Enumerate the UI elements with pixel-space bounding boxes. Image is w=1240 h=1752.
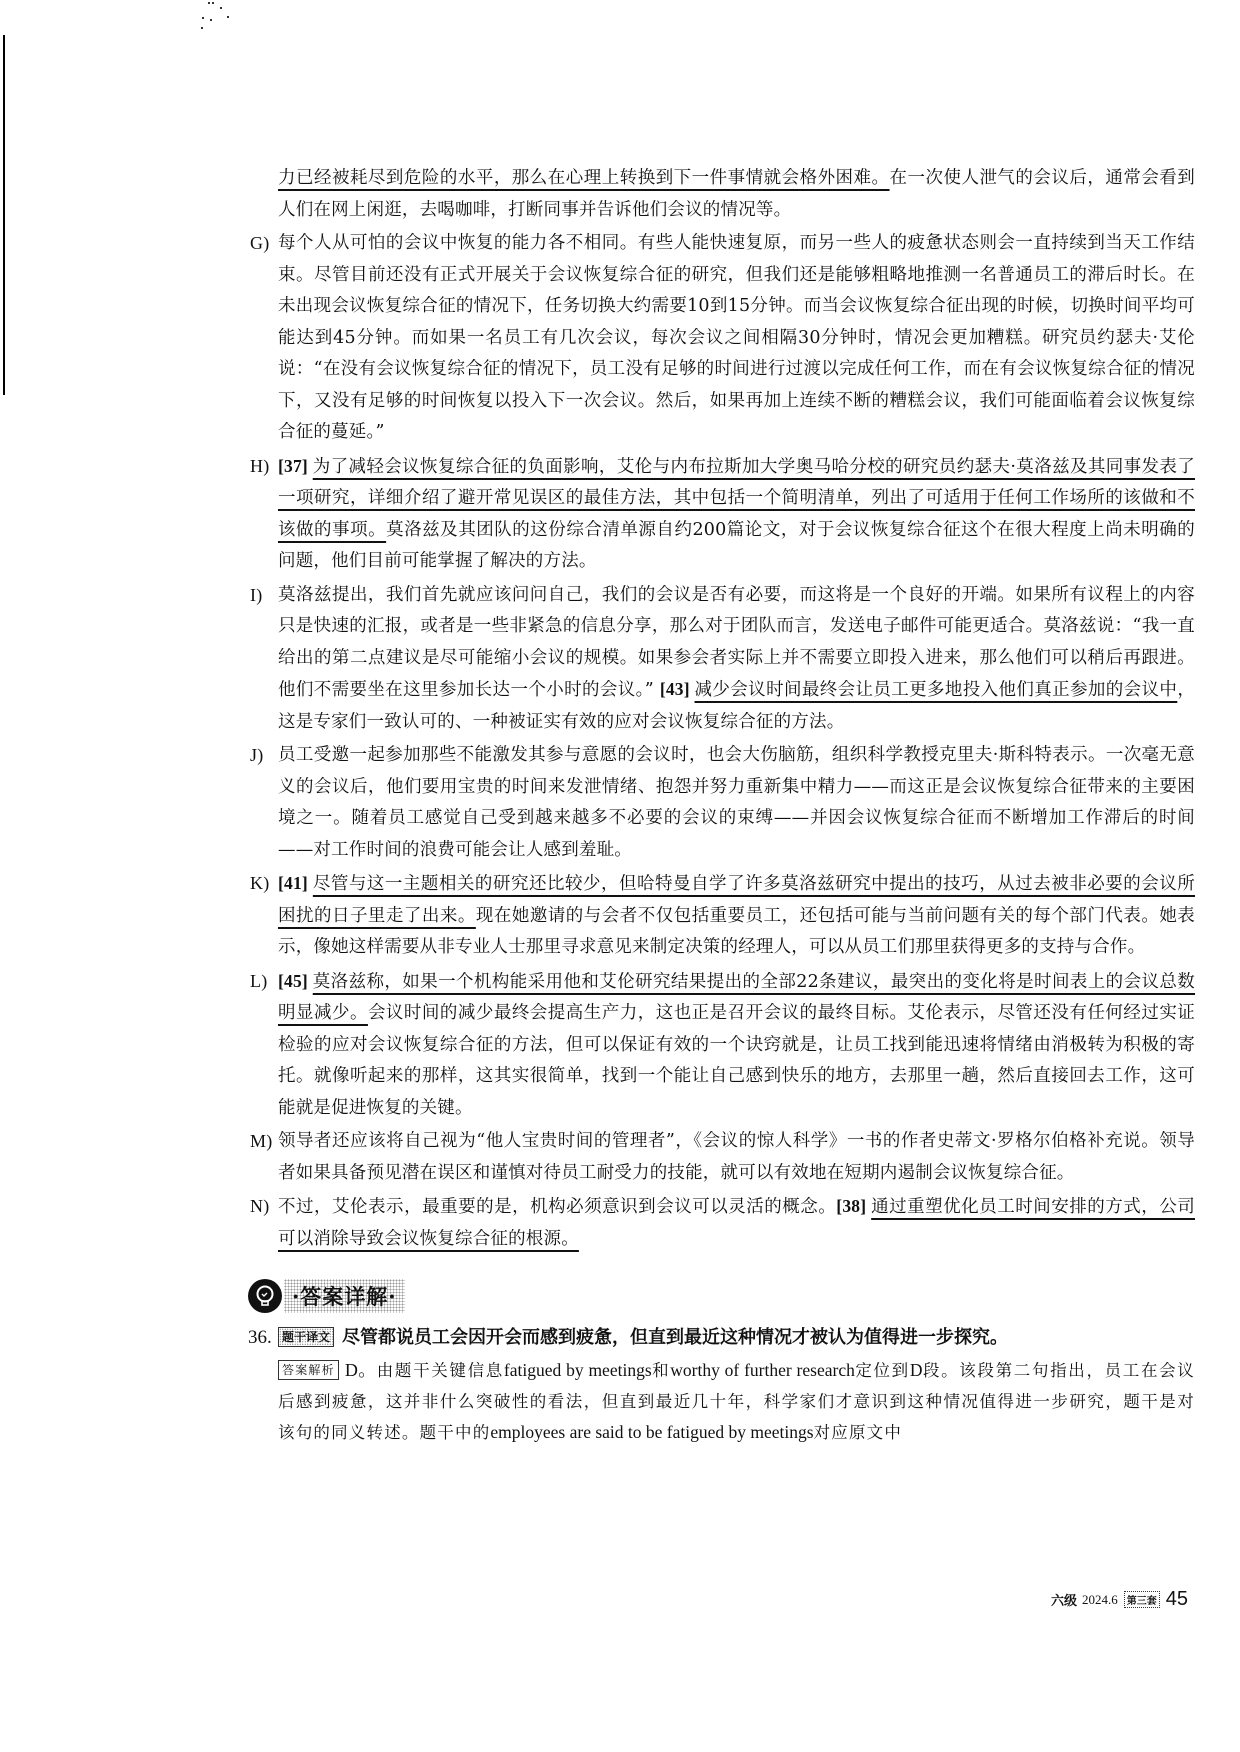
paragraph-text: 领导者还应该将自己视为“他人宝贵时间的管理者”，《会议的惊人科学》一书的作者史蒂文·罗格尔伯格补充说。领导者如果具备预见潜在误区和谨慎对待员工耐受力的技能，就可以有效地在短期内遏制会议恢复综合征。	[278, 1131, 1195, 1183]
analysis-english-keyword: employees are said to be fatigued by meetings	[490, 1422, 814, 1442]
paragraph-letter: L)	[250, 970, 268, 991]
paragraph-text: 会议时间的减少最终会提高生产力，这也正是召开会议的最终目标。艾伦表示，尽管还没有任何经过实证检验的应对会议恢复综合征的方法，但可以保证有效的一个诀窍就是，让员工找到能迅速将情绪由消极转为积极的寄托。就像听起来的那样，这其实很简单，找到一个能让自己感到快乐的地方，去那里一趟，然后直接回去工作，这可能就是促进恢复的关键。	[278, 1003, 1196, 1118]
paragraph-letter: I)	[250, 584, 263, 605]
question-marker: [37]	[278, 455, 313, 476]
question-marker: [38]	[836, 1196, 872, 1216]
question-translation-text: 尽管都说员工会因开会而感到疲惫，但直到最近这种情况才被认为值得进一步探究。	[342, 1327, 1009, 1348]
paragraph-text: 莫洛兹及其团队的这份综合清单源自约200篇论文，对于会议恢复综合征这个在很大程度上尚未明确的问题，他们目前可能掌握了解决的方法。	[278, 519, 1195, 571]
underlined-evidence: 减少会议时间最终会让员工更多地投入他们真正参加的会议中	[694, 680, 1178, 700]
translation-tag: 题干译文	[278, 1327, 334, 1347]
paragraph-l	[230, 966, 1195, 1125]
analysis-english-keyword: D	[909, 1360, 923, 1380]
footer-exam-date: 2024.6	[1082, 1591, 1118, 1607]
passage-paragraphs	[230, 163, 1195, 1255]
paragraph-letter: H)	[250, 455, 270, 476]
analysis-text-segment: 和	[651, 1361, 671, 1380]
footer-exam-level: 六级	[1050, 1593, 1077, 1608]
analysis-text-segment: 由题干关键信息	[376, 1361, 504, 1380]
paragraph-letter: N)	[250, 1196, 270, 1216]
analysis-english-keyword: worthy of further research	[670, 1360, 855, 1380]
question-36-translation	[230, 1321, 1195, 1355]
paragraph-letter: J)	[250, 745, 264, 765]
underlined-evidence: 通过重塑优化员工时间安排的方式，公司可以消除导致会议恢复综合征的根源。	[278, 1197, 1195, 1249]
paragraph-text: 在一次使人泄气的会议后，通常会看到人们在网上闲逛，去喝咖啡，打断同事并告诉他们会议的情况等。	[278, 168, 1195, 220]
question-marker: [43]	[659, 679, 695, 699]
page-number: 45	[1165, 1588, 1188, 1610]
paragraph-g	[230, 228, 1195, 449]
paragraph-continued	[230, 163, 1195, 226]
paragraph-m	[230, 1126, 1195, 1189]
footer-exam-set: 第三套	[1124, 1591, 1160, 1608]
underlined-evidence: 为了减轻会议恢复综合征的负面影响，艾伦与内布拉斯加大学奥马哈分校的研究员约瑟夫·莫洛兹及其同事发表了一项研究，详细介绍了避开常见误区的最佳方法，其中包括一个简明清单，列出了可适用于任何工作场所的该做和不该做的事项。	[278, 456, 1195, 540]
analysis-text-segment: 对应原文中	[813, 1423, 903, 1442]
paragraph-k	[230, 868, 1195, 964]
question-36-analysis	[230, 1355, 1195, 1448]
answer-section-title: ·答案详解·	[284, 1279, 405, 1313]
answer-letter: D。	[344, 1360, 377, 1380]
document-page	[230, 163, 1195, 1448]
lightbulb-icon	[248, 1279, 282, 1313]
analysis-tag: 答案解析	[278, 1360, 339, 1380]
paragraph-i	[230, 580, 1195, 739]
page-footer	[1051, 1588, 1188, 1611]
underlined-evidence: 莫洛兹称，如果一个机构能采用他和艾伦研究结果提出的全部22条建议，最突出的变化将是时间表上的会议总数明显减少。	[278, 971, 1196, 1023]
underlined-evidence: 力已经被耗尽到危险的水平，那么在心理上转换到下一件事情就会格外困难。	[278, 168, 890, 188]
paragraph-h	[230, 451, 1195, 578]
paragraph-letter: G)	[250, 233, 270, 253]
paragraph-letter: K)	[250, 873, 270, 893]
analysis-text-segment: 定位到	[854, 1361, 910, 1380]
analysis-text-segment: 段。该段第二句指出，员工在会议后感到疲惫，这并非什么突破性的看法，但直到最近几十年，科学家们才意识到这种情况值得进一步研究，题干是对该句的同义转述。题干中的	[278, 1361, 1195, 1442]
paragraph-text: ，这是专家们一致认可的、一种被证实有效的应对会议恢复综合征的方法。	[278, 680, 1196, 732]
paragraph-text: 现在她邀请的与会者不仅包括重要员工，还包括可能与当前问题有关的每个部门代表。她表示，像她这样需要从非专业人士那里寻求意见来制定决策的经理人，可以从员工们那里获得更多的支持与合作。	[278, 905, 1196, 957]
answer-section-header	[248, 1273, 1195, 1319]
paragraph-n	[230, 1191, 1195, 1255]
analysis-text	[278, 1361, 1195, 1442]
paragraph-text: 每个人从可怕的会议中恢复的能力各不相同。有些人能快速复原，而另一些人的疲惫状态则会一直持续到当天工作结束。尽管目前还没有正式开展关于会议恢复综合征的研究，但我们还是能够粗略地推测一名普通员工的滞后时长。在未出现会议恢复综合征的情况下，任务切换大约需要10到15分钟。而当会议恢复综合征出现的时候，切换时间平均可能达到45分钟。而如果一名员工有几次会议，每次会议之间相隔30分钟时，情况会更加糟糕。研究员约瑟夫·艾伦说：“在没有会议恢复综合征的情况下，员工没有足够的时间进行过渡以完成任何工作，而在有会议恢复综合征的情况下，又没有足够的时间恢复以投入下一次会议。然后，如果再加上连续不断的糟糕会议，我们可能面临着会议恢复综合征的蔓延。”	[278, 233, 1195, 442]
question-number: 36.	[248, 1327, 272, 1348]
analysis-english-keyword: fatigued by meetings	[503, 1360, 652, 1380]
paragraph-letter: M)	[250, 1131, 273, 1151]
question-marker: [41]	[278, 873, 313, 893]
scan-speckles	[200, 2, 240, 32]
binding-margin-line	[3, 35, 5, 395]
underlined-evidence: 尽管与这一主题相关的研究还比较少，但哈特曼自学了许多莫洛兹研究中提出的技巧，从过去被非必要的会议所困扰的日子里走了出来。	[278, 874, 1196, 926]
question-marker: [45]	[278, 970, 313, 991]
paragraph-text: 莫洛兹提出，我们首先就应该问问自己，我们的会议是否有必要，而这将是一个良好的开端。如果所有议程上的内容只是快速的汇报，或者是一些非紧急的信息分享，那么对于团队而言，发送电子邮件可能更适合。莫洛兹说：“我一直给出的第二点建议是尽可能缩小会议的规模。如果参会者实际上并不需要立即投入进来，那么他们可以稍后再跟进。他们不需要坐在这里参加长达一个小时的会议。”	[278, 584, 1195, 700]
paragraph-j	[230, 740, 1195, 866]
paragraph-text: 不过，艾伦表示，最重要的是，机构必须意识到会议可以灵活的概念。	[278, 1197, 837, 1217]
paragraph-text: 员工受邀一起参加那些不能激发其参与意愿的会议时，也会大伤脑筋，组织科学教授克里夫·斯科特表示。一次毫无意义的会议后，他们要用宝贵的时间来发泄情绪、抱怨并努力重新集中精力——而这正是会议恢复综合征带来的主要困境之一。随着员工感觉自己受到越来越多不必要的会议的束缚——并因会议恢复综合征而不断增加工作滞后的时间——对工作时间的浪费可能会让人感到羞耻。	[278, 745, 1195, 860]
